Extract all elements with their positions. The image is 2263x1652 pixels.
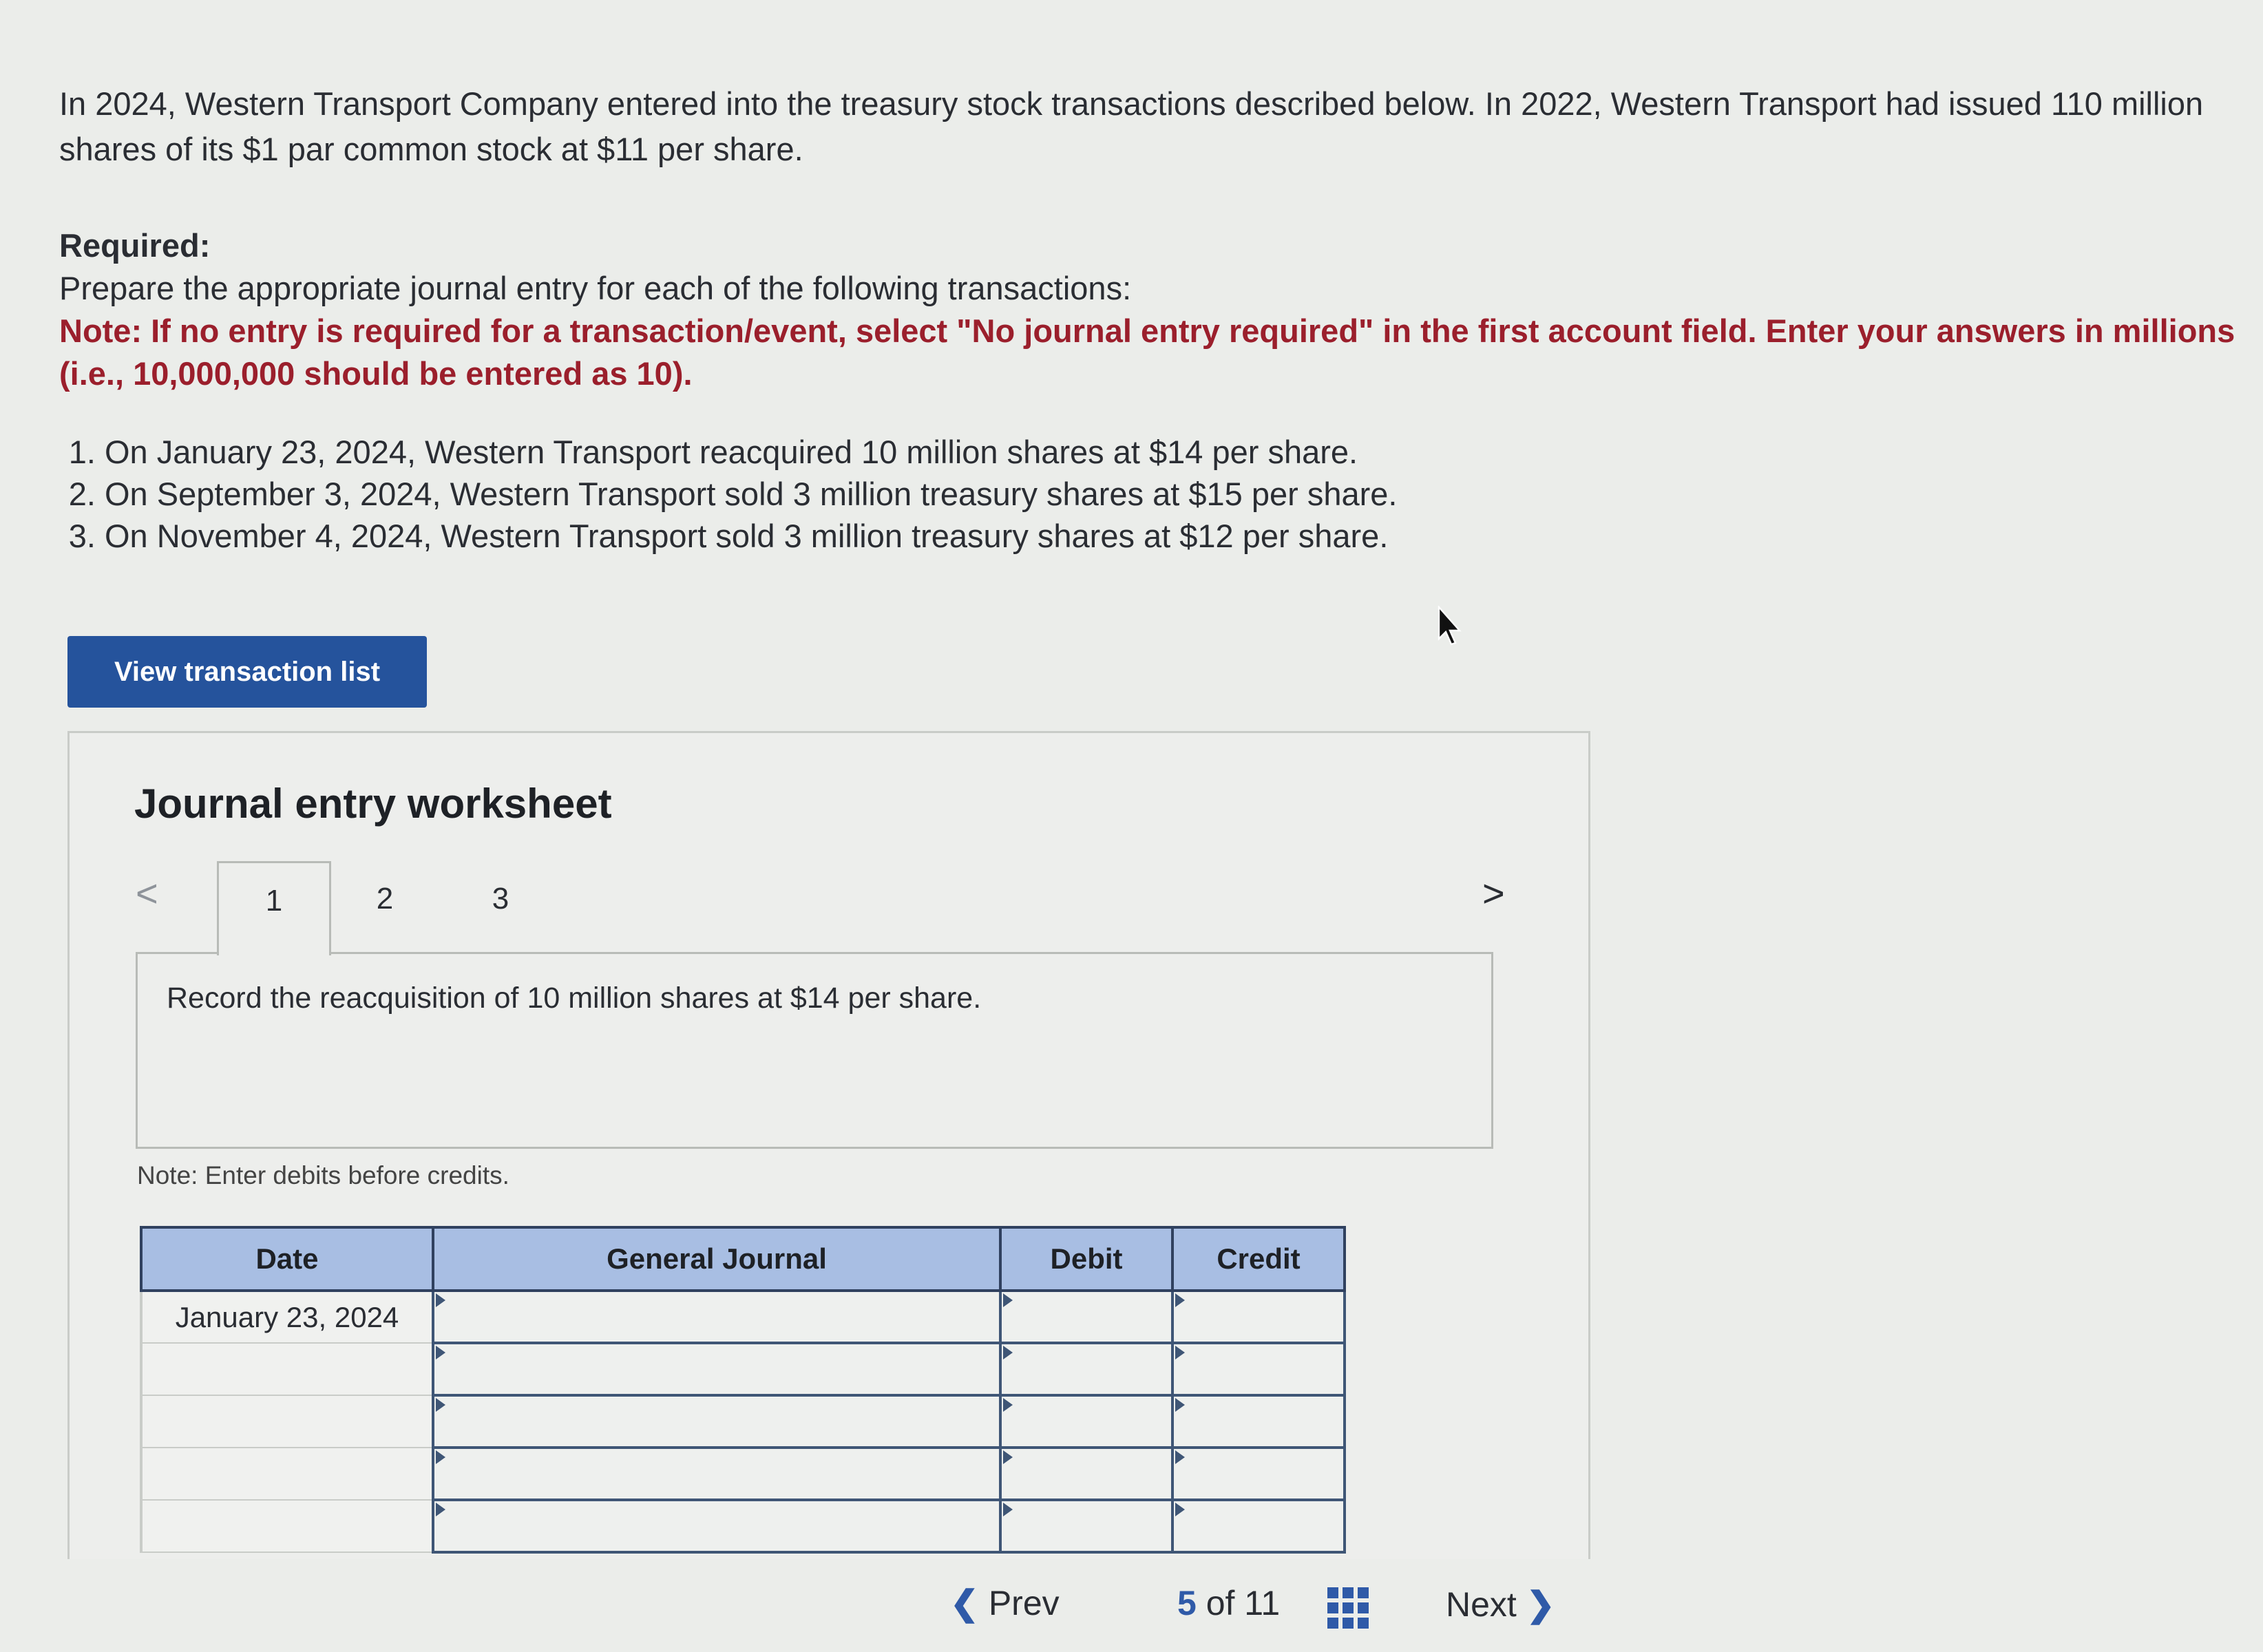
transaction-list [59,431,1397,557]
cell-marker-icon [436,1450,445,1464]
credit-input[interactable] [1172,1395,1345,1448]
account-select[interactable] [433,1343,1000,1395]
cell-marker-icon [1003,1398,1013,1412]
column-header-debit: Debit [1000,1227,1172,1291]
date-cell: January 23, 2024 [141,1291,433,1343]
debit-input[interactable] [1000,1343,1172,1395]
table-row [141,1500,1345,1552]
cell-marker-icon [1003,1450,1013,1464]
transaction-item: 3. On November 4, 2024, Western Transport sold 3 million treasury shares at $12 per share. [105,515,1397,557]
date-cell [141,1500,433,1552]
date-cell [141,1395,433,1448]
general-journal-table [140,1226,1346,1554]
journal-entry-worksheet [67,731,1590,1559]
debits-credits-note: Note: Enter debits before credits. [137,1161,509,1189]
debit-input[interactable] [1000,1395,1172,1448]
debit-input[interactable] [1000,1448,1172,1500]
cell-marker-icon [1175,1346,1185,1359]
account-select[interactable] [433,1500,1000,1552]
column-header-general-journal: General Journal [433,1227,1000,1291]
cell-marker-icon [436,1398,445,1412]
account-select[interactable] [433,1291,1000,1343]
chevron-right-icon: ❯ [1526,1585,1555,1624]
date-cell [141,1343,433,1395]
cell-marker-icon [436,1293,445,1307]
problem-intro: In 2024, Western Transport Company entered into the treasury stock transactions described below. In 2022, Western Transport had issued 110 million shares of its $1 par common stock at $11 per share. [59,85,2204,167]
page-total: of 11 [1206,1584,1281,1622]
credit-input[interactable] [1172,1291,1345,1343]
table-header-row [141,1227,1345,1291]
tab-next-arrow-icon[interactable]: > [1482,871,1505,915]
account-select[interactable] [433,1395,1000,1448]
required-label: Required: [59,227,211,264]
column-header-credit: Credit [1172,1227,1345,1291]
tab-1[interactable]: 1 [217,861,331,955]
required-section [59,224,2249,395]
cell-marker-icon [436,1503,445,1516]
transaction-item: 2. On September 3, 2024, Western Transport sold 3 million treasury shares at $15 per share. [105,473,1397,515]
cell-marker-icon [1175,1293,1185,1307]
cell-marker-icon [1175,1503,1185,1516]
table-row [141,1448,1345,1500]
cell-marker-icon [1003,1503,1013,1516]
tab-3[interactable]: 3 [492,882,509,915]
tab-2[interactable]: 2 [376,882,394,915]
table-row [141,1395,1345,1448]
cell-marker-icon [1175,1450,1185,1464]
current-page: 5 [1177,1584,1197,1622]
worksheet-title: Journal entry worksheet [134,781,612,827]
transaction-panel [136,952,1493,1149]
next-label: Next [1446,1585,1517,1624]
date-cell [141,1448,433,1500]
debit-input[interactable] [1000,1500,1172,1552]
tab-prev-arrow-icon[interactable]: < [136,871,158,915]
table-row [141,1291,1345,1343]
credit-input[interactable] [1172,1500,1345,1552]
next-button[interactable] [1446,1585,1597,1624]
panel-instruction: Record the reacquisition of 10 million shares at $14 per share. [167,982,982,1015]
cell-marker-icon [436,1346,445,1359]
transaction-item: 1. On January 23, 2024, Western Transport reacquired 10 million shares at $14 per share. [105,431,1397,473]
credit-input[interactable] [1172,1343,1345,1395]
prev-label: Prev [988,1584,1060,1622]
table-row [141,1343,1345,1395]
credit-input[interactable] [1172,1448,1345,1500]
view-transaction-list-button[interactable]: View transaction list [67,636,427,708]
cell-marker-icon [1003,1346,1013,1359]
cell-marker-icon [1175,1398,1185,1412]
account-select[interactable] [433,1448,1000,1500]
required-note: Note: If no entry is required for a transaction/event, select "No journal entry required" in the first account field. Enter your answers in millions (i.e., 10,000,000 should be entered as 10). [59,313,2235,392]
grid-icon[interactable] [1327,1587,1369,1629]
prev-button[interactable] [950,1583,1108,1623]
chevron-left-icon: ❮ [950,1584,979,1622]
mouse-cursor-icon [1436,606,1464,647]
debit-input[interactable] [1000,1291,1172,1343]
required-instruction: Prepare the appropriate journal entry for each of the following transactions: [59,270,1132,306]
column-header-date: Date [141,1227,433,1291]
cell-marker-icon [1003,1293,1013,1307]
